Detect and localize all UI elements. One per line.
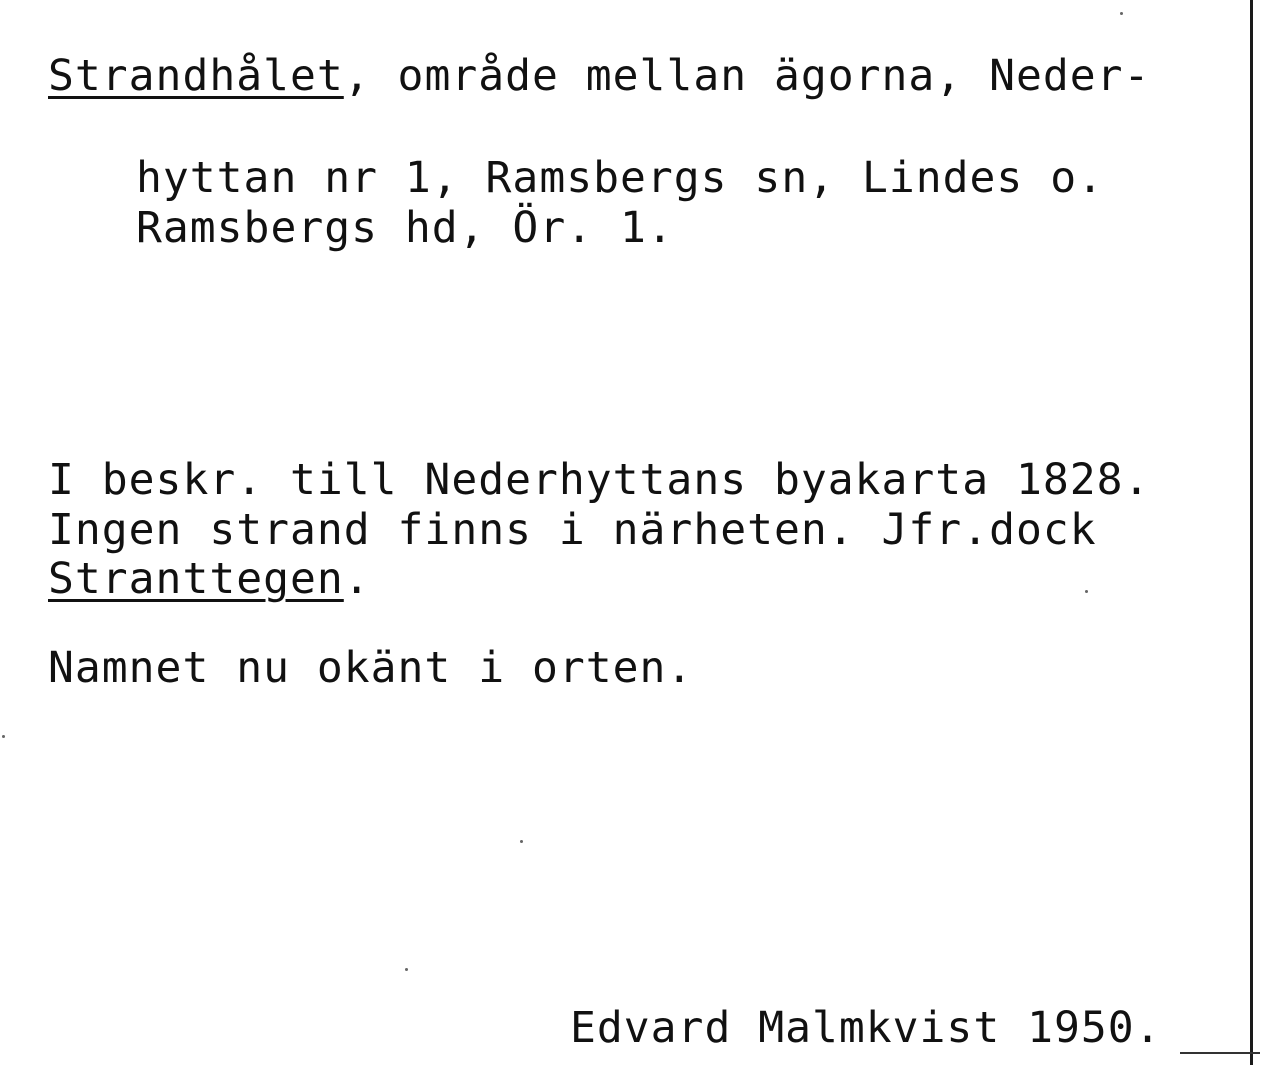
card-right-edge (1250, 0, 1253, 1065)
reference-name: Stranttegen (48, 554, 344, 604)
scan-speck (2, 735, 5, 738)
signature: Edvard Malmkvist 1950. (570, 1003, 1162, 1053)
location-line-2: Ramsbergs hd, Ör. 1. (136, 203, 674, 253)
scan-speck (1120, 12, 1123, 15)
scan-speck (520, 840, 523, 843)
heading-rest: , område mellan ägorna, Neder- (343, 51, 1151, 101)
note-line: Namnet nu okänt i orten. (48, 643, 694, 693)
scan-speck (405, 968, 408, 971)
reference-line (48, 555, 371, 603)
source-line-2: Ingen strand finns i närheten. Jfr.dock (48, 505, 1097, 555)
scan-speck (1085, 590, 1088, 593)
location-line-1: hyttan nr 1, Ramsbergs sn, Lindes o. (136, 153, 1104, 203)
card-bottom-edge (1180, 1052, 1260, 1054)
place-name: Strandhålet (48, 51, 344, 101)
reference-rest: . (343, 554, 371, 604)
source-line-1: I beskr. till Nederhyttans byakarta 1828. (48, 455, 1151, 505)
heading-line (48, 52, 1150, 100)
